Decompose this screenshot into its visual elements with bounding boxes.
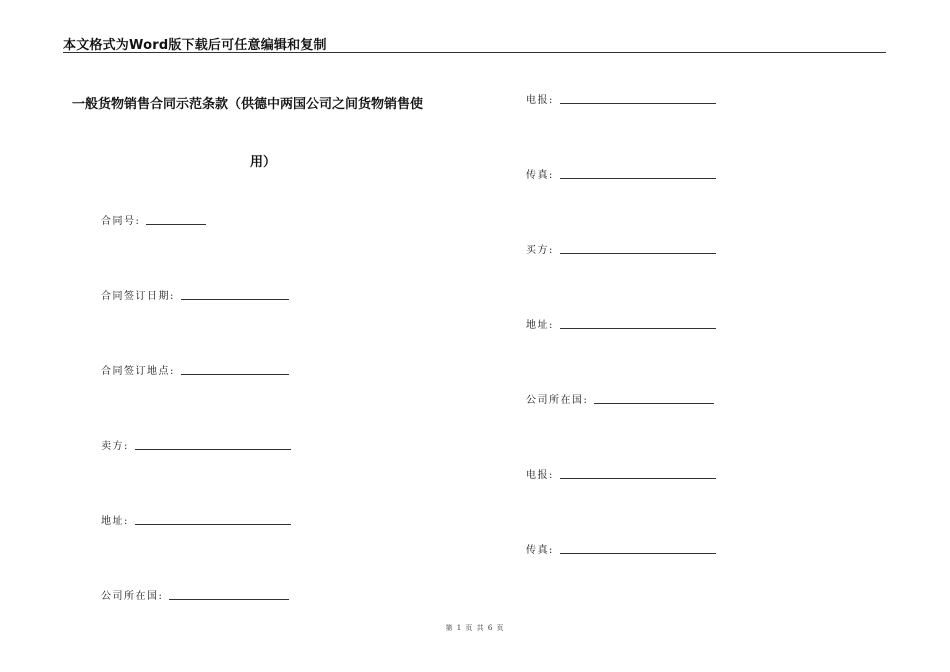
fill-in-line[interactable] bbox=[146, 223, 206, 225]
fill-in-line[interactable] bbox=[560, 327, 716, 329]
buyer-telegram-field bbox=[526, 467, 716, 481]
field-label: 地址: bbox=[526, 320, 554, 331]
document-header: 本文格式为Word版下载后可任意编辑和复制 bbox=[63, 38, 327, 53]
field-label: 卖方: bbox=[101, 441, 129, 452]
field-label: 电报: bbox=[526, 470, 554, 481]
fill-in-line[interactable] bbox=[169, 598, 289, 600]
seller-telegram-field bbox=[526, 92, 716, 106]
field-label: 公司所在国: bbox=[101, 591, 164, 602]
seller-fax-field bbox=[526, 167, 716, 181]
field-label: 合同号: bbox=[101, 216, 141, 227]
fill-in-line[interactable] bbox=[560, 102, 716, 104]
contract-number-field bbox=[101, 213, 206, 227]
fill-in-line[interactable] bbox=[181, 373, 289, 375]
fill-in-line[interactable] bbox=[560, 552, 716, 554]
seller-field bbox=[101, 438, 291, 452]
seller-country-field bbox=[101, 588, 289, 602]
fill-in-line[interactable] bbox=[135, 448, 291, 450]
field-label: 合同签订地点: bbox=[101, 366, 175, 377]
buyer-fax-field bbox=[526, 542, 716, 556]
document-title-line-1: 一般货物销售合同示范条款（供德中两国公司之间货物销售使 bbox=[72, 97, 424, 112]
fill-in-line[interactable] bbox=[594, 402, 714, 404]
fill-in-line[interactable] bbox=[560, 477, 716, 479]
fill-in-line[interactable] bbox=[560, 177, 716, 179]
field-label: 传真: bbox=[526, 170, 554, 181]
fill-in-line[interactable] bbox=[560, 252, 716, 254]
field-label: 地址: bbox=[101, 516, 129, 527]
buyer-address-field bbox=[526, 317, 716, 331]
page-number-footer: 第 1 页 共 6 页 bbox=[445, 624, 505, 632]
field-label: 合同签订日期: bbox=[101, 291, 175, 302]
fill-in-line[interactable] bbox=[135, 523, 291, 525]
fill-in-line[interactable] bbox=[181, 298, 289, 300]
field-label: 买方: bbox=[526, 245, 554, 256]
buyer-field bbox=[526, 242, 716, 256]
buyer-country-field bbox=[526, 392, 714, 406]
contract-place-field bbox=[101, 363, 289, 377]
document-title-line-2: 用） bbox=[250, 155, 277, 170]
field-label: 传真: bbox=[526, 545, 554, 556]
field-label: 公司所在国: bbox=[526, 395, 589, 406]
contract-date-field bbox=[101, 288, 289, 302]
header-divider bbox=[63, 52, 886, 53]
field-label: 电报: bbox=[526, 95, 554, 106]
seller-address-field bbox=[101, 513, 291, 527]
